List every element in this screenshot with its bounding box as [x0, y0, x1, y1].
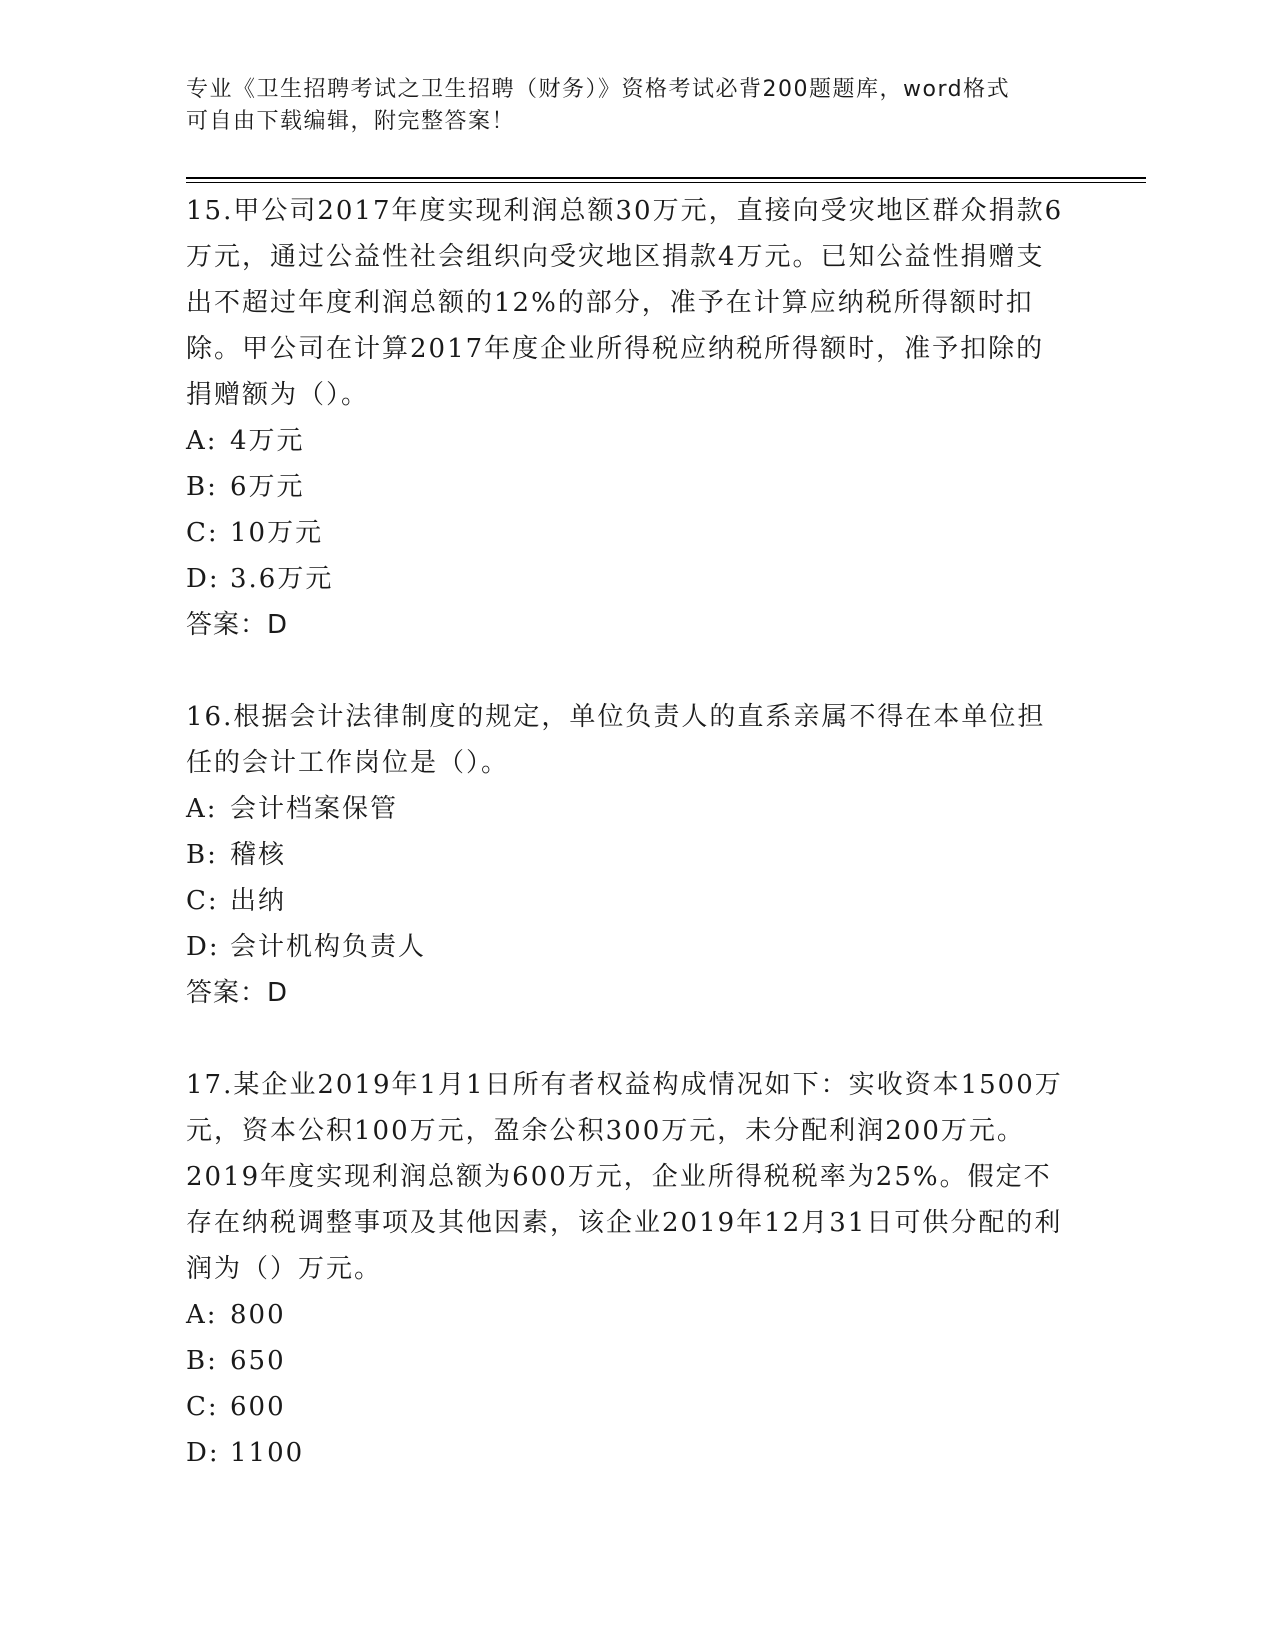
question-text: 17.某企业2019年1月1日所有者权益构成情况如下：实收资本1500万元，资本公积100万元，盈余公积300万元，未分配利润200万元。2019年度实现利润总额为600万元，企业所得税税率为25%。假定不存在纳税调整事项及其他因素，该企业2019年12月31日可供分配的利润为（）万元。	[186, 1070, 1063, 1284]
option-label: A:	[186, 794, 218, 824]
option-label: D:	[186, 1438, 220, 1468]
option-label: B:	[186, 840, 218, 870]
option-label: C:	[186, 1392, 219, 1422]
answer-line: 答案：D	[186, 978, 289, 1008]
option-b	[186, 832, 1066, 878]
option-text: 会计档案保管	[230, 794, 399, 824]
option-text: 3.6万元	[230, 564, 334, 594]
option-b	[186, 1338, 1066, 1384]
option-text: 会计机构负责人	[230, 932, 427, 962]
option-a	[186, 1292, 1066, 1338]
question-17	[186, 1062, 1066, 1476]
option-text: 稽核	[230, 840, 287, 870]
header-divider-thin	[186, 182, 1146, 183]
question-15	[186, 188, 1066, 648]
question-text: 15.甲公司2017年度实现利润总额30万元，直接向受灾地区群众捐款6万元，通过公益性社会组织向受灾地区捐款4万元。已知公益性捐赠支出不超过年度利润总额的12%的部分，准予在计算应纳税所得额时扣除。甲公司在计算2017年度企业所得税应纳税所得额时，准予扣除的捐赠额为（）。	[186, 196, 1064, 410]
option-text: 1100	[230, 1438, 305, 1468]
header-divider	[186, 177, 1146, 179]
option-label: D:	[186, 932, 220, 962]
option-text: 4万元	[230, 426, 305, 456]
option-text: 650	[230, 1346, 286, 1376]
option-label: A:	[186, 1300, 218, 1330]
option-label: D:	[186, 564, 220, 594]
header-line-2: 可自由下载编辑，附完整答案！	[186, 109, 516, 134]
option-text: 800	[230, 1300, 286, 1330]
question-list	[186, 188, 1066, 1522]
option-label: B:	[186, 1346, 218, 1376]
option-label: C:	[186, 518, 219, 548]
option-d	[186, 1430, 1066, 1476]
option-c	[186, 1384, 1066, 1430]
question-16	[186, 694, 1066, 1016]
option-a	[186, 418, 1066, 464]
document-header	[186, 74, 1066, 138]
option-b	[186, 464, 1066, 510]
option-text: 出纳	[230, 886, 287, 916]
question-text: 16.根据会计法律制度的规定，单位负责人的直系亲属不得在本单位担任的会计工作岗位是（）。	[186, 702, 1046, 778]
option-a	[186, 786, 1066, 832]
option-label: C:	[186, 886, 219, 916]
option-c	[186, 510, 1066, 556]
header-line-1: 专业《卫生招聘考试之卫生招聘（财务）》资格考试必背200题题库，word格式	[186, 77, 1011, 102]
option-label: B:	[186, 472, 218, 502]
answer-line: 答案：D	[186, 610, 289, 640]
option-text: 600	[230, 1392, 286, 1422]
option-label: A:	[186, 426, 218, 456]
option-text: 6万元	[230, 472, 305, 502]
option-d	[186, 924, 1066, 970]
option-c	[186, 878, 1066, 924]
option-text: 10万元	[230, 518, 324, 548]
option-d	[186, 556, 1066, 602]
